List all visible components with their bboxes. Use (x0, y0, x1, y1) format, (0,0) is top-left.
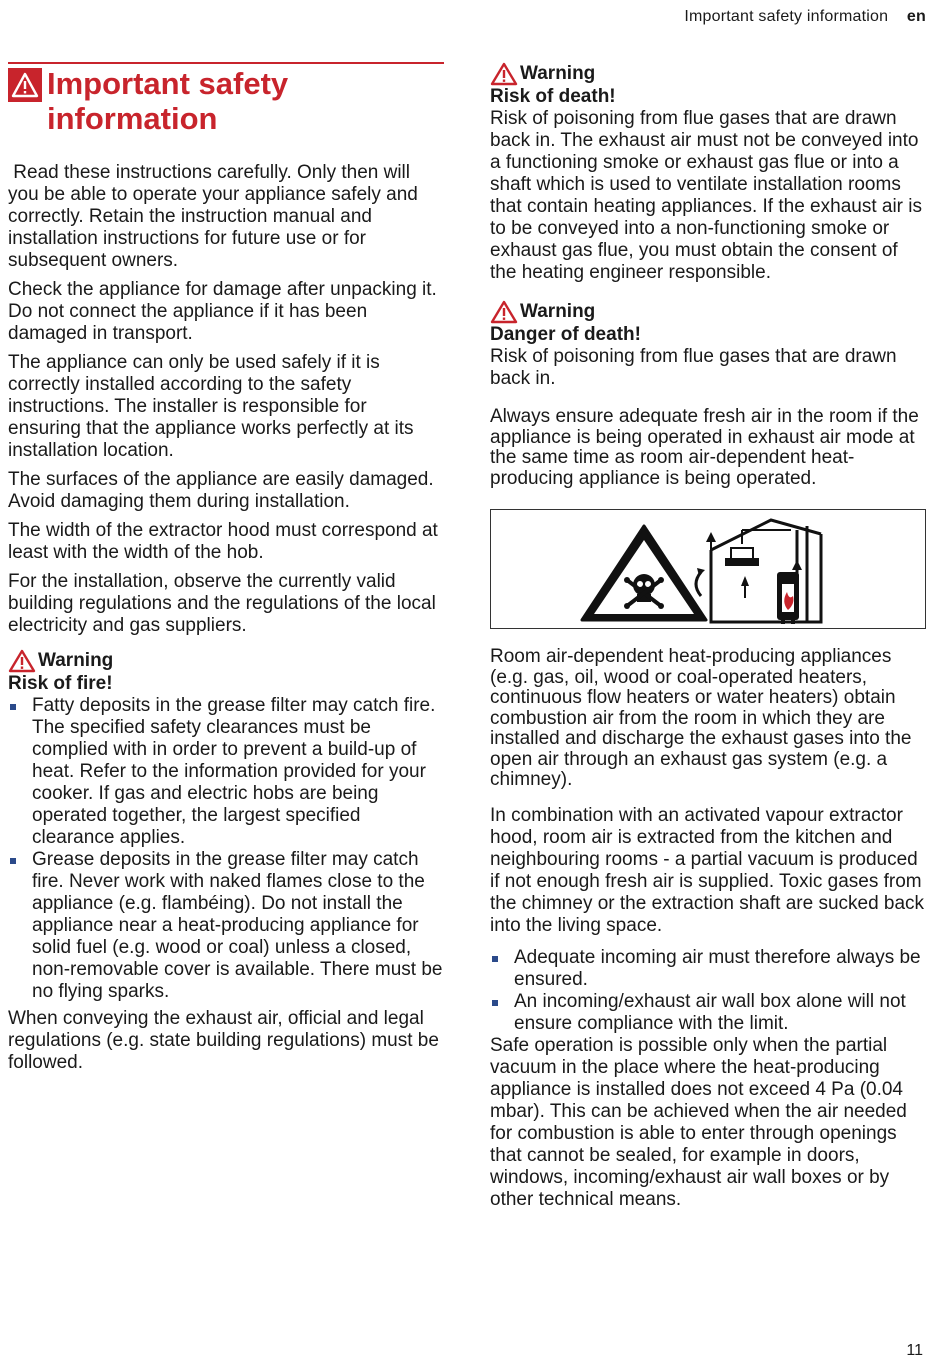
header-section-title: Important safety information (684, 8, 889, 25)
intro-paragraph-5: The width of the extractor hood must correspond at least with the width of the hob. (8, 520, 438, 563)
warning-text-danger: Risk of poisoning from flue gases that are drawn back in. (490, 346, 897, 389)
page-title: Important safety information (47, 66, 289, 136)
fresh-air-paragraph: Always ensure adequate fresh air in the room if the appliance is being operated in exhaust air mode at the same time as room air-dependent heat-producing appliance is being operated. (490, 406, 919, 489)
warning-box-icon (8, 68, 42, 102)
toxic-hazard-icon (582, 526, 706, 620)
warning-triangle-icon (8, 649, 36, 673)
warning-triangle-icon (490, 62, 518, 86)
warning-label: Warning (38, 650, 114, 671)
list-item: Grease deposits in the grease filter may catch fire. Never work with naked flames close to the appliance (e.g. flambéing). Do not install the appliance near a heat-producing appliance for solid fuel (e.g. wood or coal) unless a closed, non-removable cover is available. There must be no flying sparks. (8, 849, 444, 1003)
risk-title-death: Risk of death! (490, 86, 616, 107)
intro-paragraph-1: Read these instructions carefully. Only then will you be able to operate your appliance safely and correctly. Retain the instruction manual and installation instructions for future use or for subsequent owners. (8, 162, 424, 271)
left-column (8, 62, 444, 1081)
bullet-icon (492, 956, 498, 962)
section-heading (8, 62, 444, 136)
closing-paragraph: When conveying the exhaust air, official and legal regulations (e.g. state building regulations) must be followed. (8, 1008, 439, 1073)
warning-text-death: Risk of poisoning from flue gases that are drawn back in. The exhaust air must not be conveyed into a functioning smoke or exhaust gas flue or into a shaft which is used to ventilate installation rooms that contain heating appliances. If the exhaust air is to be conveyed into a non-functioning smoke or exhaust gas flue, you must obtain the consent of the heating engineer responsible. (490, 108, 922, 283)
flue-gas-illustration (490, 509, 926, 629)
intro-paragraph-2: Check the appliance for damage after unpacking it. Do not connect the appliance if it has been damaged in transport. (8, 279, 437, 344)
page-number: 11 (906, 1342, 923, 1359)
warning-label: Warning (520, 301, 596, 322)
list-item: An incoming/exhaust air wall box alone will not ensure compliance with the limit. (490, 991, 926, 1035)
room-diagram-icon (711, 520, 821, 622)
room-air-paragraph: Room air-dependent heat-producing appliances (e.g. gas, oil, wood or coal-operated heaters, continuous flow heaters or water heaters) obtain combustion air from the room in which they are installed and discharge the exhaust gases into the open air through an exhaust gas system (e.g. a chimney). (490, 646, 912, 790)
bullet-icon (10, 858, 16, 864)
intro-paragraph-3: The appliance can only be used safely if it is correctly installed according to the safety instructions. The installer is responsible for ensuring that the appliance works perfectly at its installation location. (8, 352, 414, 461)
heater-fire-icon (777, 560, 802, 624)
vacuum-paragraph: In combination with an activated vapour extractor hood, room air is extracted from the kitchen and neighbouring rooms - a partial vacuum is produced if not enough fresh air is supplied. Toxic gases from the chimney or the extraction shaft are sucked back into the living space. (490, 804, 925, 936)
intro-paragraph-4: The surfaces of the appliance are easily damaged. Avoid damaging them during installation. (8, 469, 434, 512)
risk-title-danger: Danger of death! (490, 324, 641, 345)
bullet-icon (10, 704, 16, 710)
safe-operation-paragraph: Safe operation is possible only when the partial vacuum in the place where the heat-producing appliance is installed does not exceed 4 Pa (0.04 mbar). This can be achieved when the air needed for combustion is able to enter through openings that cannot be sealed, for example in doors, windows, incoming/exhaust air wall boxes or by other technical means. (490, 1034, 907, 1210)
fire-risk-list (8, 695, 444, 1003)
warning-label: Warning (520, 63, 596, 84)
list-item: Fatty deposits in the grease filter may catch fire. The specified safety clearances must be complied with in order to prevent a build-up of heat. Refer to the information provided for your cooker. If gas and electric hobs are being operated together, the largest specified clearance applies. (8, 695, 444, 849)
list-item: Adequate incoming air must therefore always be ensured. (490, 947, 926, 991)
warning-triangle-icon (490, 300, 518, 324)
bullet-icon (492, 1000, 498, 1006)
intro-paragraph-6: For the installation, observe the currently valid building regulations and the regulations of the local electricity and gas suppliers. (8, 571, 436, 636)
warning-heading-death (490, 62, 926, 86)
air-supply-list (490, 947, 926, 1035)
header-language: en (906, 8, 926, 25)
page-header (684, 8, 926, 26)
warning-heading-fire (8, 649, 444, 673)
warning-heading-danger (490, 300, 926, 324)
right-column (490, 62, 926, 1218)
risk-title-fire: Risk of fire! (8, 673, 113, 694)
